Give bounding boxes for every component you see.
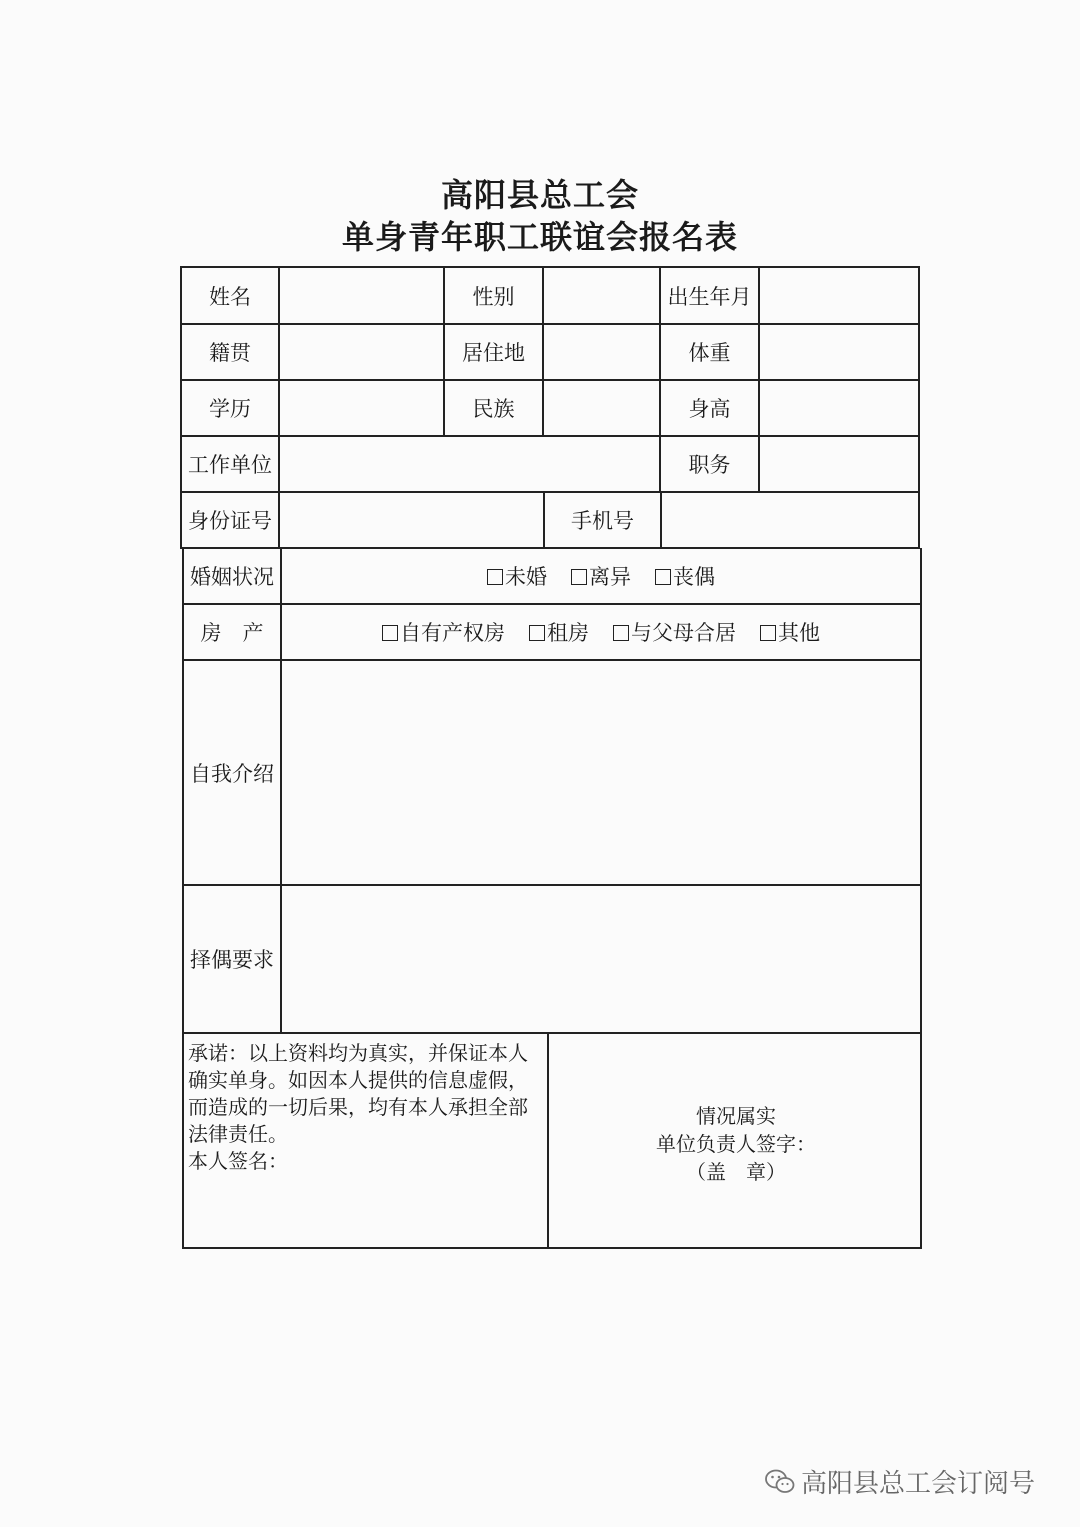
property-option[interactable] [613, 617, 736, 647]
work-unit-field[interactable] [280, 437, 659, 491]
label-phone: 手机号 [571, 509, 634, 533]
signature-label: 本人签名： [188, 1149, 288, 1173]
promise-text: 承诺：以上资料均为真实，并保证本人确实单身。如因本人提供的信息虚假，而造成的一切后果，均有本人承担全部法律责任。 [188, 1041, 528, 1146]
label-marital-status: 婚姻状况 [190, 565, 274, 589]
watermark [765, 1463, 1035, 1500]
ethnicity-field[interactable] [544, 381, 659, 435]
form-title-org: 高阳县总工会 [440, 176, 639, 214]
wechat-icon [765, 1468, 795, 1496]
label-weight: 体重 [688, 341, 731, 365]
option-label: 离异 [589, 565, 631, 589]
marital-options [282, 549, 920, 603]
property-option[interactable] [529, 617, 589, 647]
weight-field[interactable] [760, 325, 918, 379]
label-ethnicity: 民族 [472, 397, 515, 421]
option-label: 丧偶 [673, 565, 715, 589]
option-label: 租房 [547, 621, 589, 645]
self-intro-field[interactable] [282, 661, 920, 884]
height-field[interactable] [760, 381, 918, 435]
marital-option[interactable] [571, 561, 631, 591]
label-id-number: 身份证号 [188, 509, 272, 533]
partner-requirements-field[interactable] [282, 886, 920, 1032]
marital-option[interactable] [655, 561, 715, 591]
residence-field[interactable] [544, 325, 659, 379]
id-number-field[interactable] [280, 493, 543, 547]
gender-field[interactable] [544, 268, 659, 323]
option-label: 与父母合居 [631, 621, 736, 645]
checkbox-icon [571, 569, 587, 585]
label-self-intro: 自我介绍 [190, 761, 274, 786]
checkbox-icon [655, 569, 671, 585]
birth-field[interactable] [760, 268, 918, 323]
checkbox-icon [382, 625, 398, 641]
label-birth: 出生年月 [667, 284, 752, 309]
option-label: 未婚 [505, 565, 547, 589]
watermark-text: 高阳县总工会订阅号 [801, 1469, 1036, 1499]
label-gender: 性别 [472, 284, 515, 309]
checkbox-icon [760, 625, 776, 641]
verify-line1: 情况属实 [696, 1104, 776, 1128]
label-residence: 居住地 [462, 341, 525, 365]
position-field[interactable] [760, 437, 918, 491]
property-option[interactable] [760, 617, 820, 647]
native-place-field[interactable] [280, 325, 443, 379]
label-position: 职务 [688, 453, 731, 477]
label-native-place: 籍贯 [209, 341, 251, 365]
label-education: 学历 [209, 397, 251, 421]
property-options [282, 605, 920, 659]
label-height: 身高 [688, 397, 731, 421]
checkbox-icon [529, 625, 545, 641]
verify-line3: （盖 章） [686, 1160, 786, 1184]
option-label: 自有产权房 [400, 621, 505, 645]
marital-option[interactable] [487, 561, 547, 591]
form-title: 单身青年职工联谊会报名表 [341, 218, 738, 256]
checkbox-icon [613, 625, 629, 641]
label-work-unit: 工作单位 [188, 453, 272, 477]
label-name: 姓名 [209, 284, 251, 309]
phone-field[interactable] [662, 493, 918, 547]
promise-block [188, 1040, 546, 1175]
checkbox-icon [487, 569, 503, 585]
verify-line2: 单位负责人签字： [656, 1132, 816, 1156]
option-label: 其他 [778, 621, 820, 645]
education-field[interactable] [280, 381, 443, 435]
name-field[interactable] [280, 268, 443, 323]
label-partner-requirements: 择偶要求 [190, 948, 274, 972]
property-option[interactable] [382, 617, 505, 647]
label-property: 房 产 [200, 621, 264, 645]
